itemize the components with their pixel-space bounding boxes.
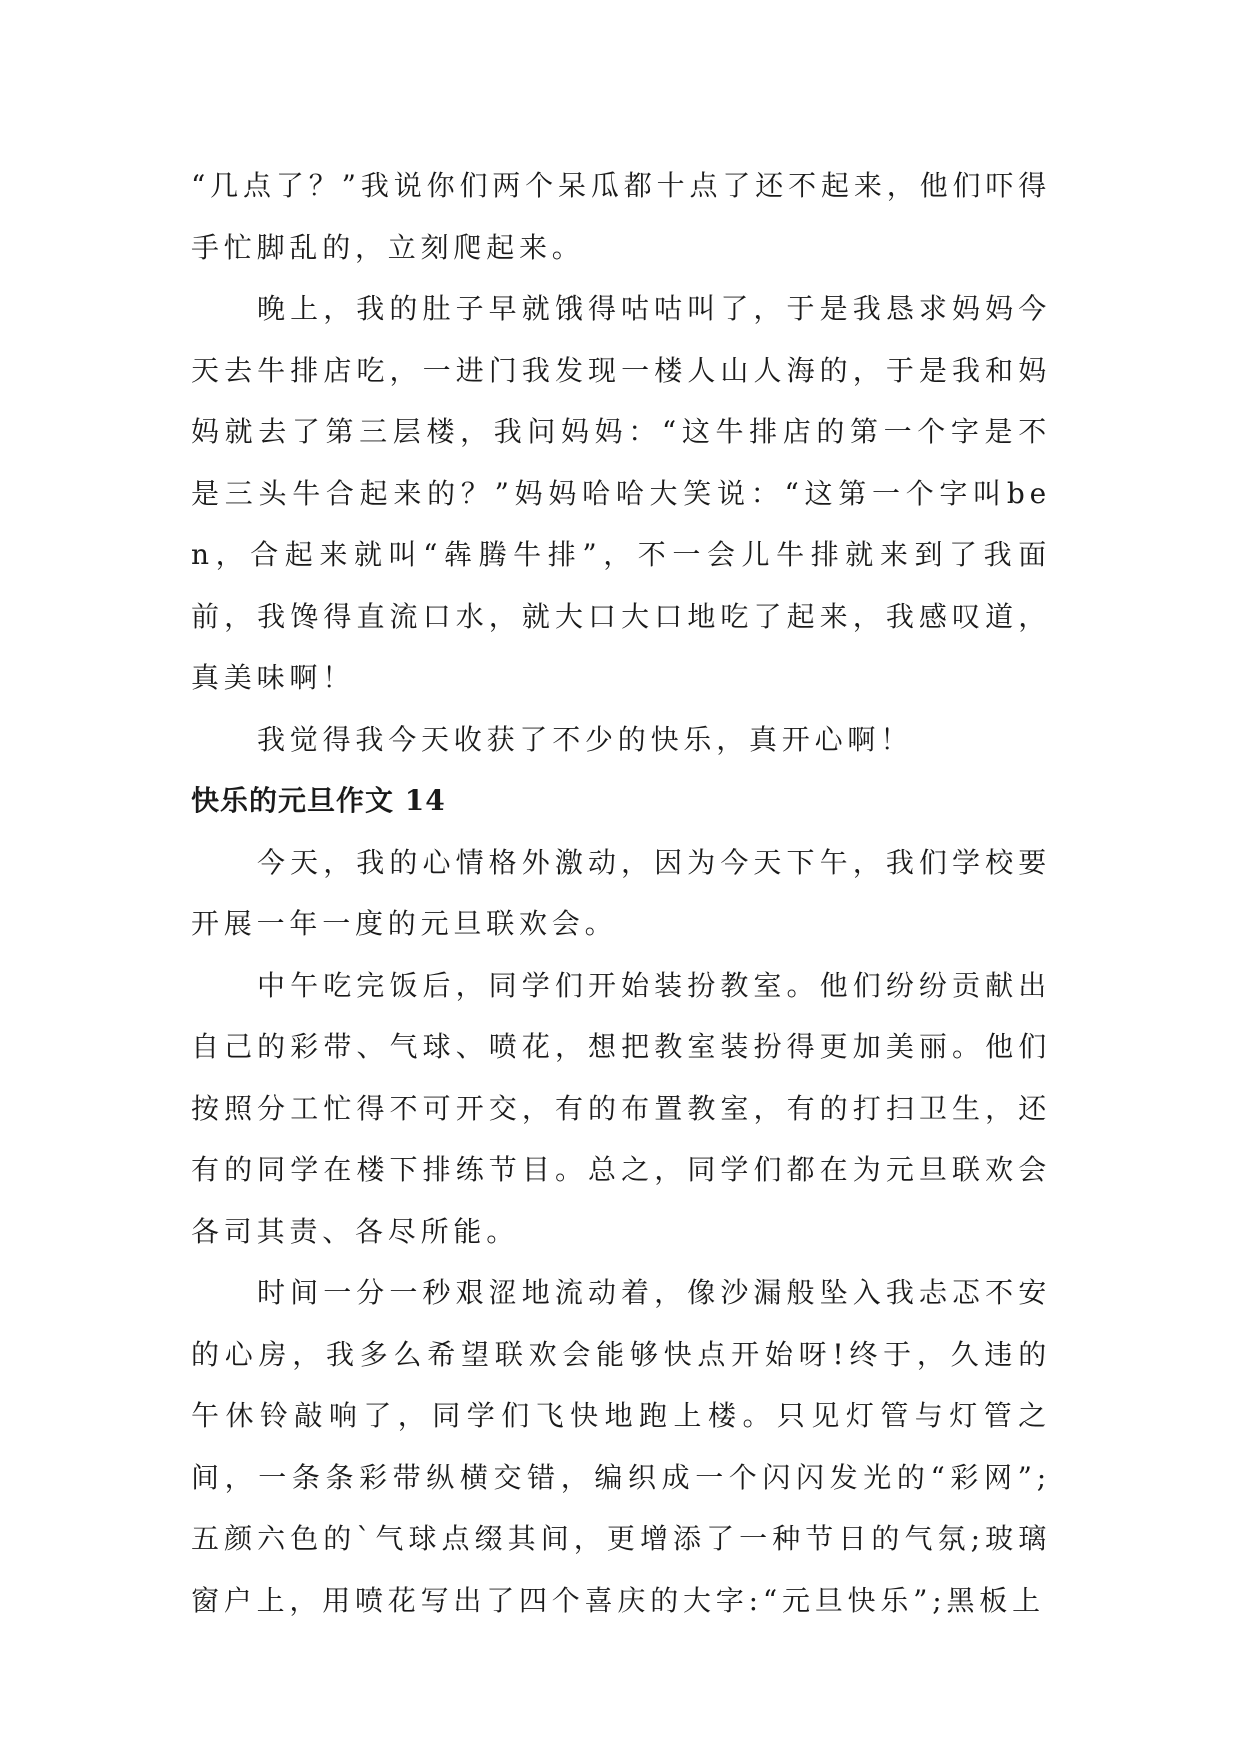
paragraph: “几点了？”我说你们两个呆瓜都十点了还不起来，他们吓得手忙脚乱的，立刻爬起来。 — [191, 169, 1051, 264]
essay-body — [191, 155, 1051, 1631]
paragraph: 今天，我的心情格外激动，因为今天下午，我们学校要开展一年一度的元旦联欢会。 — [191, 845, 1051, 940]
paragraph: 我觉得我今天收获了不少的快乐，真开心啊！ — [257, 722, 914, 756]
paragraph: 时间一分一秒艰涩地流动着，像沙漏般坠入我忐忑不安的心房，我多么希望联欢会能够快点开始呀!终于，久违的午休铃敲响了，同学们飞快地跑上楼。只见灯管与灯管之间，一条条彩带纵横交错，编织成一个闪闪发光的“彩网”;五颜六色的`气球点缀其间，更增添了一种节日的气氛;玻璃窗户上，用喷花写出了四个喜庆的大字:“元旦快乐”;黑板上 — [191, 1276, 1051, 1617]
essay-heading: 快乐的元旦作文 14 — [191, 784, 446, 817]
paragraph: 晚上，我的肚子早就饿得咕咕叫了，于是我恳求妈妈今天去牛排店吃，一进门我发现一楼人山人海的，于是我和妈妈就去了第三层楼，我问妈妈：“这牛排店的第一个字是不是三头牛合起来的？”妈妈哈哈大笑说：“这第一个字叫ben，合起来就叫“犇腾牛排”，不一会儿牛排就来到了我面前，我馋得直流口水，就大口大口地吃了起来，我感叹道，真美味啊！ — [191, 292, 1051, 694]
paragraph: 中午吃完饭后，同学们开始装扮教室。他们纷纷贡献出自己的彩带、气球、喷花，想把教室装扮得更加美丽。他们按照分工忙得不可开交，有的布置教室，有的打扫卫生，还有的同学在楼下排练节目。总之，同学们都在为元旦联欢会各司其责、各尽所能。 — [191, 968, 1051, 1248]
